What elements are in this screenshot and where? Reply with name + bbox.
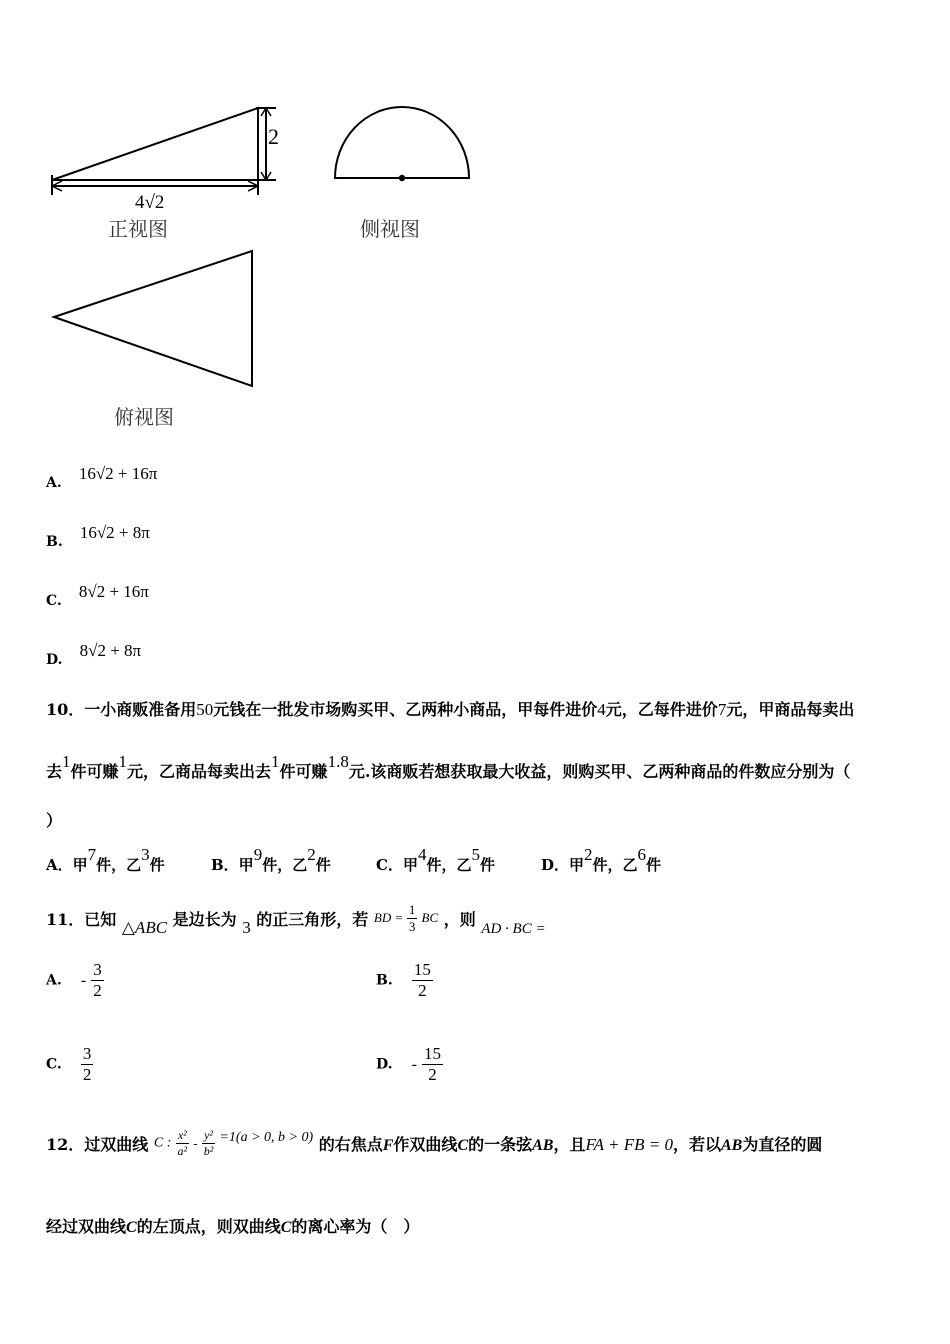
numerator: x² [176,1128,190,1144]
q11-condition [374,902,438,935]
q11-text: 是边长为 [172,910,237,929]
option-count-b: 2 [307,845,316,864]
q11-text: 的正三角形，若 [256,910,369,929]
denominator: 2 [418,981,427,1000]
chord-ab: AB [720,1137,743,1154]
q12-text: 的离心率为（ ） [291,1217,420,1236]
equals-sign: = [395,910,403,925]
q12-text: ，若以 [672,1135,721,1154]
q10-text: 元，乙商品每卖出去 [127,762,272,781]
q10-option-c [376,845,495,875]
option-text: 件 [149,856,165,874]
option-text: 件，乙 [262,856,308,874]
option-letter: B. [376,972,393,989]
q12-text: 经过双曲线 [46,1217,127,1236]
three-view-figures [0,0,520,440]
option-expression: 16√2 + 16π [78,464,158,483]
option-count-a: 4 [417,845,427,864]
curve-name: C : [153,1135,172,1151]
denominator: 2 [82,1065,92,1084]
minus-sign: - [193,1135,198,1151]
curve-c: C [280,1219,292,1236]
top-view-caption: 俯视图 [114,405,174,429]
q10-text: 件可赚 [70,762,119,781]
option-letter: B. [46,534,63,550]
option-count-a: 9 [253,845,263,864]
q11-side-length: 3 [242,918,251,937]
front-view-height-label: 2 [268,124,279,149]
q9-option-a [46,464,158,491]
q12-text: 为直径的圆 [742,1135,823,1154]
q10-one-a: 1 [62,752,71,771]
option-count-b: 6 [637,845,647,864]
q12-text: 的右焦点 [318,1135,383,1154]
q10-profit-b: 1.8 [327,752,349,771]
front-view-base-label: 4√2 [135,192,165,213]
q10-text: 元，乙每件进价 [605,700,718,719]
q10-text: 去 [46,762,63,781]
option-letter: D. [46,652,63,668]
q10-price-a: 4 [597,700,606,719]
q12-text: ，且 [553,1135,586,1154]
vector-bd: BD [373,910,392,925]
option-text: 件 [479,856,495,874]
q11-stem [46,904,546,937]
q12-text: 的左顶点，则双曲线 [136,1217,281,1236]
q12-text-run [319,1135,823,1154]
q12-text: 作双曲线 [393,1135,458,1154]
vector-condition: FA + FB = 0 [585,1135,673,1154]
q9-option-c [46,582,149,609]
q10-option-a [46,845,165,875]
q10-money: 50 [196,700,214,719]
denominator: 2 [428,1065,437,1084]
option-letter: D．甲 [541,856,585,874]
option-letter: A. [46,475,62,491]
q11-option-d [376,1044,443,1085]
q10-text: 件可赚 [279,762,328,781]
numerator: 3 [93,960,102,979]
q10-price-b: 7 [717,700,727,719]
denominator: 2 [93,981,102,1000]
option-letter: C．甲 [376,856,418,874]
denominator: a² [177,1144,188,1158]
q12-text: 的一条弦 [468,1135,533,1154]
option-fraction [91,960,104,1001]
q11-triangle: △ABC [121,918,168,937]
option-fraction [412,960,433,1001]
fraction-one-third [407,902,418,935]
option-text: 件 [315,856,331,874]
q10-line-2 [46,752,851,782]
option-text: 件，乙 [426,856,472,874]
side-view-caption: 侧视图 [360,217,420,241]
q10-line-3: ） [46,811,63,830]
y-fraction [202,1128,216,1159]
option-letter: C. [46,1056,62,1073]
curve-c: C [457,1137,469,1154]
option-count-a: 2 [584,845,593,864]
front-view-caption: 正视图 [108,217,168,241]
option-count-a: 7 [87,845,97,864]
option-fraction [81,1044,94,1085]
option-expression: 8√2 + 8π [79,641,142,660]
option-fraction [422,1044,443,1085]
top-view-figure [54,251,252,386]
option-letter: C. [46,593,62,609]
numerator: 3 [82,1044,92,1063]
q10-text: 元，甲商品每卖出 [726,700,855,719]
q11-option-b [376,960,433,1001]
focus-f: F [382,1137,394,1154]
option-expression: 16√2 + 8π [79,523,150,542]
q9-option-b [46,523,150,550]
q12-line-1 [46,1128,822,1159]
q10-option-b [211,845,331,875]
q11-text: 11．已知 [46,910,117,929]
side-view-figure [335,107,469,181]
denominator: b² [203,1144,214,1158]
hyperbola-equation [154,1128,313,1159]
q12-line-2 [46,1214,419,1237]
q10-one-b: 1 [271,752,280,771]
x-fraction [176,1128,190,1159]
numerator: 15 [424,1044,442,1063]
q11-option-a [46,960,104,1001]
option-letter: B．甲 [211,856,254,874]
q11-option-c [46,1044,93,1085]
numerator: 1 [408,902,416,917]
option-text: 件，乙 [592,856,638,874]
option-letter: A. [46,972,62,989]
q10-profit-a: 1 [118,752,128,771]
option-text: 件，乙 [96,856,142,874]
option-sign: - [411,1055,417,1073]
q10-text: 10．一小商贩准备用 [46,700,197,719]
q11-target-expression: AD · BC = [481,921,546,937]
numerator: 15 [413,960,431,979]
q11-text: ，则 [443,910,476,929]
denominator: 3 [408,919,416,934]
option-letter: D. [376,1056,393,1073]
q10-line-1 [46,697,854,720]
curve-c: C [126,1219,137,1236]
option-expression: 8√2 + 16π [78,582,149,601]
vector-bc: BC [421,910,439,925]
option-count-b: 5 [471,845,480,864]
numerator: y² [202,1128,216,1144]
front-view-figure [52,108,276,195]
q10-text: 元.该商贩若想获取最大收益，则购买甲、乙两种商品的件数应分别为（ [348,762,851,781]
q9-option-d [46,641,142,668]
chord-ab: AB [532,1137,554,1154]
q10-text: 元钱在一批发市场购买甲、乙两种小商品，甲每件进价 [213,700,598,719]
q12-text: 12．过双曲线 [46,1135,149,1154]
equation-condition: =1(a > 0, b > 0) [219,1129,314,1145]
option-count-b: 3 [141,845,150,864]
option-sign: - [80,971,87,989]
option-letter: A．甲 [46,856,88,874]
q10-option-d [541,845,662,875]
option-text: 件 [646,856,662,874]
